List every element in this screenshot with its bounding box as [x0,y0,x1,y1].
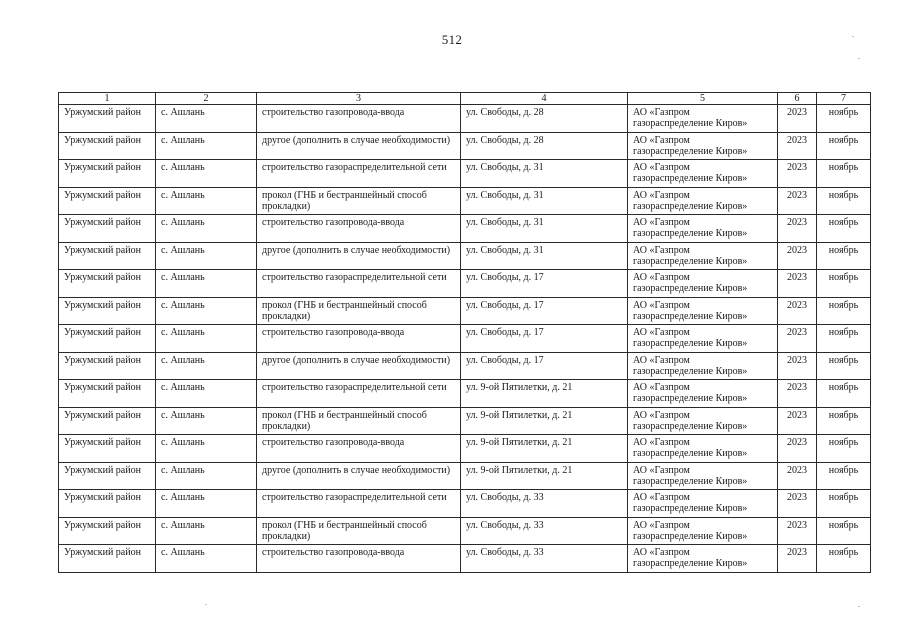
address-cell: ул. Свободы, д. 31 [461,215,628,243]
organization-cell: АО «Газпром газораспределение Киров» [628,352,778,380]
organization-cell: АО «Газпром газораспределение Киров» [628,462,778,490]
district-cell: Уржумский район [59,297,156,325]
work-type-cell: строительство газопровода-ввода [257,435,461,463]
table-row [59,297,871,325]
settlement-cell: с. Ашлань [156,297,257,325]
work-type-cell: другое (дополнить в случае необходимости) [257,242,461,270]
address-cell: ул. 9-ой Пятилетки, д. 21 [461,380,628,408]
address-cell: ул. Свободы, д. 33 [461,490,628,518]
district-cell: Уржумский район [59,435,156,463]
district-cell: Уржумский район [59,545,156,573]
work-type-cell: прокол (ГНБ и бестраншейный способ прокладки) [257,187,461,215]
header-cell-3: 3 [257,93,461,105]
organization-cell: АО «Газпром газораспределение Киров» [628,297,778,325]
organization-cell: АО «Газпром газораспределение Киров» [628,242,778,270]
header-cell-7: 7 [817,93,871,105]
work-type-cell: строительство газопровода-ввода [257,215,461,243]
table-row [59,242,871,270]
work-type-cell: строительство газораспределительной сети [257,160,461,188]
month-cell: ноябрь [817,132,871,160]
work-type-cell: строительство газораспределительной сети [257,380,461,408]
settlement-cell: с. Ашлань [156,325,257,353]
work-type-cell: строительство газопровода-ввода [257,545,461,573]
address-cell: ул. 9-ой Пятилетки, д. 21 [461,407,628,435]
address-cell: ул. Свободы, д. 17 [461,297,628,325]
table-row [59,435,871,463]
organization-cell: АО «Газпром газораспределение Киров» [628,380,778,408]
district-cell: Уржумский район [59,517,156,545]
table-header [59,93,871,105]
organization-cell: АО «Газпром газораспределение Киров» [628,270,778,298]
table-row [59,517,871,545]
settlement-cell: с. Ашлань [156,545,257,573]
settlement-cell: с. Ашлань [156,105,257,133]
table-row [59,325,871,353]
year-cell: 2023 [778,325,817,353]
header-cell-6: 6 [778,93,817,105]
address-cell: ул. Свободы, д. 31 [461,187,628,215]
month-cell: ноябрь [817,352,871,380]
address-cell: ул. 9-ой Пятилетки, д. 21 [461,435,628,463]
district-cell: Уржумский район [59,325,156,353]
table-row [59,407,871,435]
year-cell: 2023 [778,435,817,463]
year-cell: 2023 [778,352,817,380]
settlement-cell: с. Ашлань [156,380,257,408]
year-cell: 2023 [778,407,817,435]
settlement-cell: с. Ашлань [156,270,257,298]
work-type-cell: другое (дополнить в случае необходимости) [257,132,461,160]
address-cell: ул. Свободы, д. 17 [461,270,628,298]
table-row [59,380,871,408]
table-row [59,187,871,215]
page-number: 512 [441,32,463,47]
address-cell: ул. Свободы, д. 17 [461,352,628,380]
year-cell: 2023 [778,462,817,490]
district-cell: Уржумский район [59,490,156,518]
settlement-cell: с. Ашлань [156,352,257,380]
settlement-cell: с. Ашлань [156,132,257,160]
year-cell: 2023 [778,215,817,243]
work-type-cell: другое (дополнить в случае необходимости) [257,462,461,490]
header-row [59,93,871,105]
month-cell: ноябрь [817,435,871,463]
settlement-cell: с. Ашлань [156,215,257,243]
table-row [59,132,871,160]
work-type-cell: прокол (ГНБ и бестраншейный способ прокладки) [257,407,461,435]
organization-cell: АО «Газпром газораспределение Киров» [628,517,778,545]
works-table [58,92,871,573]
district-cell: Уржумский район [59,187,156,215]
month-cell: ноябрь [817,407,871,435]
month-cell: ноябрь [817,242,871,270]
work-type-cell: строительство газораспределительной сети [257,270,461,298]
organization-cell: АО «Газпром газораспределение Киров» [628,105,778,133]
table-row [59,160,871,188]
district-cell: Уржумский район [59,352,156,380]
table-row [59,352,871,380]
table-row [59,105,871,133]
address-cell: ул. 9-ой Пятилетки, д. 21 [461,462,628,490]
address-cell: ул. Свободы, д. 33 [461,517,628,545]
table-row [59,215,871,243]
address-cell: ул. Свободы, д. 28 [461,132,628,160]
work-type-cell: строительство газораспределительной сети [257,490,461,518]
month-cell: ноябрь [817,105,871,133]
scan-speck [852,36,854,37]
month-cell: ноябрь [817,490,871,518]
header-cell-5: 5 [628,93,778,105]
month-cell: ноябрь [817,545,871,573]
table-row [59,490,871,518]
work-type-cell: строительство газопровода-ввода [257,325,461,353]
address-cell: ул. Свободы, д. 17 [461,325,628,353]
year-cell: 2023 [778,297,817,325]
settlement-cell: с. Ашлань [156,490,257,518]
scan-speck [858,606,860,607]
district-cell: Уржумский район [59,215,156,243]
header-cell-1: 1 [59,93,156,105]
work-type-cell: прокол (ГНБ и бестраншейный способ прокладки) [257,517,461,545]
work-type-cell: другое (дополнить в случае необходимости) [257,352,461,380]
year-cell: 2023 [778,545,817,573]
settlement-cell: с. Ашлань [156,407,257,435]
table-row [59,545,871,573]
month-cell: ноябрь [817,462,871,490]
year-cell: 2023 [778,517,817,545]
month-cell: ноябрь [817,297,871,325]
district-cell: Уржумский район [59,380,156,408]
settlement-cell: с. Ашлань [156,242,257,270]
scan-speck [858,58,860,59]
year-cell: 2023 [778,132,817,160]
month-cell: ноябрь [817,215,871,243]
address-cell: ул. Свободы, д. 31 [461,242,628,270]
year-cell: 2023 [778,270,817,298]
work-type-cell: строительство газопровода-ввода [257,105,461,133]
organization-cell: АО «Газпром газораспределение Киров» [628,325,778,353]
organization-cell: АО «Газпром газораспределение Киров» [628,545,778,573]
address-cell: ул. Свободы, д. 28 [461,105,628,133]
district-cell: Уржумский район [59,132,156,160]
year-cell: 2023 [778,380,817,408]
month-cell: ноябрь [817,380,871,408]
address-cell: ул. Свободы, д. 31 [461,160,628,188]
year-cell: 2023 [778,187,817,215]
district-cell: Уржумский район [59,462,156,490]
district-cell: Уржумский район [59,160,156,188]
organization-cell: АО «Газпром газораспределение Киров» [628,435,778,463]
month-cell: ноябрь [817,270,871,298]
district-cell: Уржумский район [59,242,156,270]
scan-speck [205,604,207,605]
header-cell-2: 2 [156,93,257,105]
month-cell: ноябрь [817,187,871,215]
organization-cell: АО «Газпром газораспределение Киров» [628,187,778,215]
settlement-cell: с. Ашлань [156,435,257,463]
district-cell: Уржумский район [59,105,156,133]
header-cell-4: 4 [461,93,628,105]
settlement-cell: с. Ашлань [156,517,257,545]
organization-cell: АО «Газпром газораспределение Киров» [628,160,778,188]
settlement-cell: с. Ашлань [156,160,257,188]
address-cell: ул. Свободы, д. 33 [461,545,628,573]
year-cell: 2023 [778,242,817,270]
year-cell: 2023 [778,105,817,133]
table-row [59,462,871,490]
table-body [59,105,871,573]
month-cell: ноябрь [817,325,871,353]
table-row [59,270,871,298]
organization-cell: АО «Газпром газораспределение Киров» [628,132,778,160]
year-cell: 2023 [778,160,817,188]
work-type-cell: прокол (ГНБ и бестраншейный способ прокладки) [257,297,461,325]
month-cell: ноябрь [817,160,871,188]
month-cell: ноябрь [817,517,871,545]
district-cell: Уржумский район [59,407,156,435]
organization-cell: АО «Газпром газораспределение Киров» [628,407,778,435]
organization-cell: АО «Газпром газораспределение Киров» [628,490,778,518]
year-cell: 2023 [778,490,817,518]
organization-cell: АО «Газпром газораспределение Киров» [628,215,778,243]
settlement-cell: с. Ашлань [156,462,257,490]
district-cell: Уржумский район [59,270,156,298]
settlement-cell: с. Ашлань [156,187,257,215]
